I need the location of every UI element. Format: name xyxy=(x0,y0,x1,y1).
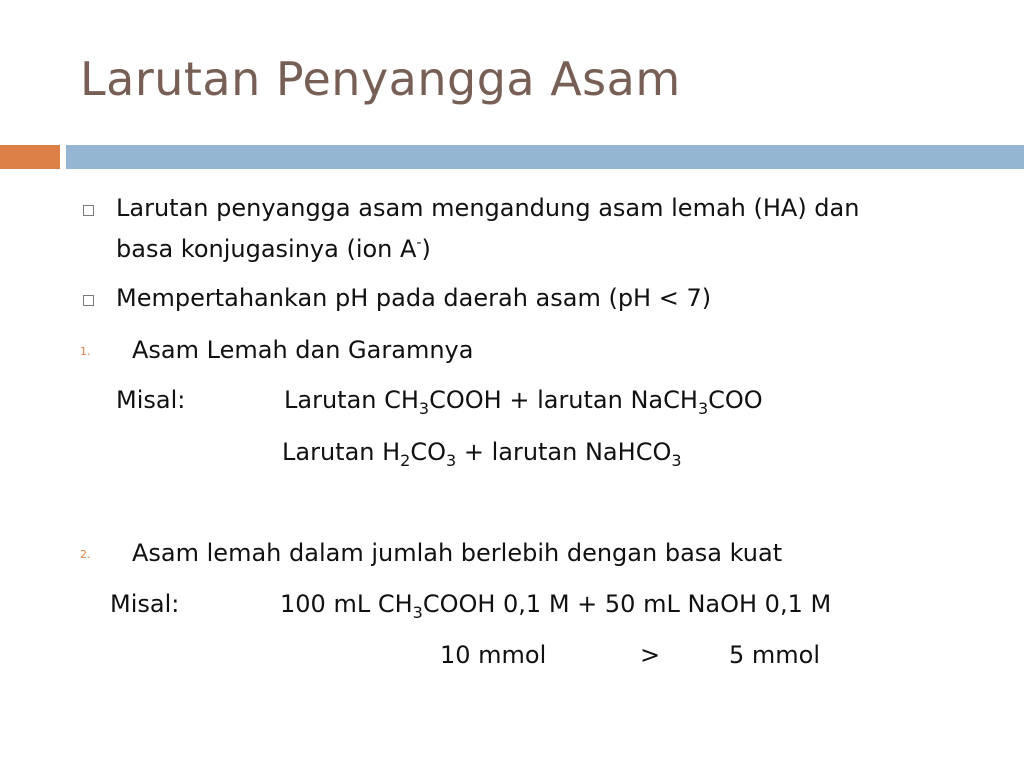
accent-bar-blue xyxy=(66,145,1024,169)
item-1-example-1: Larutan $CH_3COOH$ + larutan NaCH$_3$COO xyxy=(284,386,763,418)
item-2-mmol-left: 10 mmol xyxy=(440,641,547,669)
item-2-text: Asam lemah dalam jumlah berlebih dengan basa kuat xyxy=(132,539,783,567)
item-2-mmol-right: 5 mmol xyxy=(729,641,821,669)
item-2-comparator: > xyxy=(640,641,661,669)
item-2-example-label: Misal: xyxy=(110,590,180,618)
item-1-number: 1. xyxy=(80,345,91,358)
item-2-number: 2. xyxy=(80,548,91,561)
square-bullet-icon xyxy=(83,205,94,216)
accent-bar-orange xyxy=(0,145,60,169)
item-1-example-label: Misal: xyxy=(116,386,186,414)
slide-title: Larutan Penyangga Asam xyxy=(80,52,681,106)
item-2-example: 100 mL $CH_3COOH$ 0,1 M + 50 mL NaOH 0,1 M xyxy=(280,590,832,622)
square-bullet-icon xyxy=(83,295,94,306)
bullet-1-line-2: basa konjugasinya (ion A-) xyxy=(116,235,431,263)
bullet-1-line-1: Larutan penyangga asam mengandung asam lemah (HA) dan xyxy=(116,194,860,222)
item-1-text: Asam Lemah dan Garamnya xyxy=(132,336,474,364)
bullet-2-text: Mempertahankan pH pada daerah asam (pH < 7) xyxy=(116,284,712,312)
item-1-example-2: Larutan $H_2CO_3$ + larutan NaHCO$_3$ xyxy=(282,438,682,470)
